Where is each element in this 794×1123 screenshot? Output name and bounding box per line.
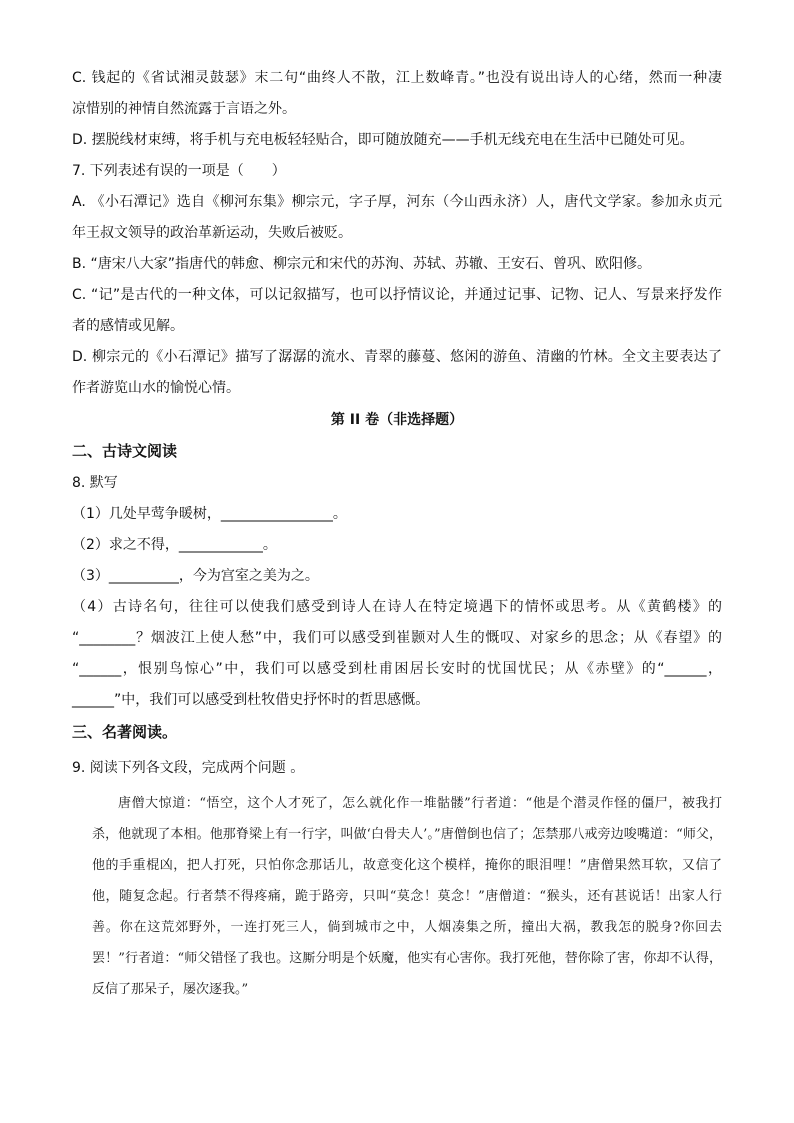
- q7-option-a-line2: 年王叔文领导的政治革新运动，失败后被贬。: [72, 225, 352, 241]
- q7-option-b: B. “唐宋八大家”指唐代的韩愈、柳宗元和宋代的苏洵、苏轼、苏辙、王安石、曾巩、欧阳修。: [72, 256, 652, 272]
- q7-option-c-line1: C. “记”是古代的一种文体，可以记叙描写，也可以抒情议论，并通过记事、记物、记人、写景来抒发作: [72, 287, 722, 303]
- q7-option-d-line1: D. 柳宗元的《小石潭记》描写了潺潺的流水、青翠的藤蔓、悠闲的游鱼、清幽的竹林。全文主要表达了: [72, 349, 722, 365]
- q8-title: 8. 默写: [72, 475, 118, 491]
- q7-option-d-line2: 作者游览山水的愉悦心情。: [72, 380, 240, 396]
- q6-option-d: D. 摆脱线材束缚，将手机与充电板轻轻贴合，即可随放随充——手机无线充电在生活中已随处可见。: [72, 132, 694, 148]
- q7-option-a-line1: A. 《小石潭记》选自《柳河东集》柳宗元，字子厚，河东（今山西永济）人，唐代文学家。参加永贞元: [72, 194, 722, 210]
- q8-item4-line2: “________？烟波江上使人愁”中，我们可以感受到崔颢对人生的慨叹、对家乡的思念；从《春望》的: [72, 630, 722, 646]
- section3-heading: 三、名著阅读。: [72, 723, 178, 741]
- q6-option-c-line1: C. 钱起的《省试湘灵鼓瑟》末二句“曲终人不散，江上数峰青。”也没有说出诗人的心绪，然而一种凄: [72, 70, 722, 86]
- novel-passage: [92, 788, 722, 1005]
- q7-option-c-line2: 者的感情或见解。: [72, 318, 184, 334]
- q7-stem: 7. 下列表述有误的一项是（ ）: [72, 163, 286, 179]
- q9-stem: 9. 阅读下列各文段，完成两个问题 。: [72, 760, 305, 776]
- novel-passage-text: 唐僧大惊道：“悟空，这个人才死了，怎么就化作一堆骷髅”行者道：“他是个潜灵作怪的僵尸，被我打杀，他就现了本相。他那脊梁上有一行字，叫做‘白骨夫人’。”唐僧倒也信了；怎禁那八戒旁边唆嘴道：“师父，他的手重棍凶，把人打死，只怕你念那话儿，故意变化这个模样，掩你的眼泪哩！”唐僧果然耳软，又信了他，随复念起。行者禁不得疼痛，跪于路旁，只叫“莫念！莫念！”唐僧道：“猴头，还有甚说话！出家人行善。你在这荒郊野外，一连打死三人，倘到城市之中，人烟凑集之所，撞出大祸，教我怎的脱身?你回去罢！”行者道：“师父错怪了我也。这厮分明是个妖魔，他实有心害你。我打死他，替你除了害，你却不认得，反信了那呆子，屡次逐我。”: [92, 796, 722, 997]
- section2-heading: 二、古诗文阅读: [72, 442, 178, 460]
- q6-option-c-line2: 凉惜别的神情自然流露于言语之外。: [72, 101, 296, 117]
- q8-item4-line3: “______，恨别鸟惊心”中，我们可以感受到杜甫困居长安时的忧国忧民；从《赤壁》的“______，: [72, 661, 722, 677]
- q8-item4-line1: （4）古诗名句，往往可以使我们感受到诗人在诗人在特定境遇下的情怀或思考。从《黄鹤楼》的: [72, 599, 722, 615]
- q8-item3: （3）__________，今为宫室之美为之。: [72, 568, 319, 584]
- q8-item4-line4: ______”中，我们可以感受到杜牧借史抒怀时的哲思感慨。: [72, 692, 430, 708]
- q8-item2: （2）求之不得，____________。: [72, 537, 277, 553]
- q8-item1: （1）几处早莺争暖树，________________。: [72, 506, 347, 522]
- part2-heading: 第 II 卷（非选择题）: [330, 412, 464, 428]
